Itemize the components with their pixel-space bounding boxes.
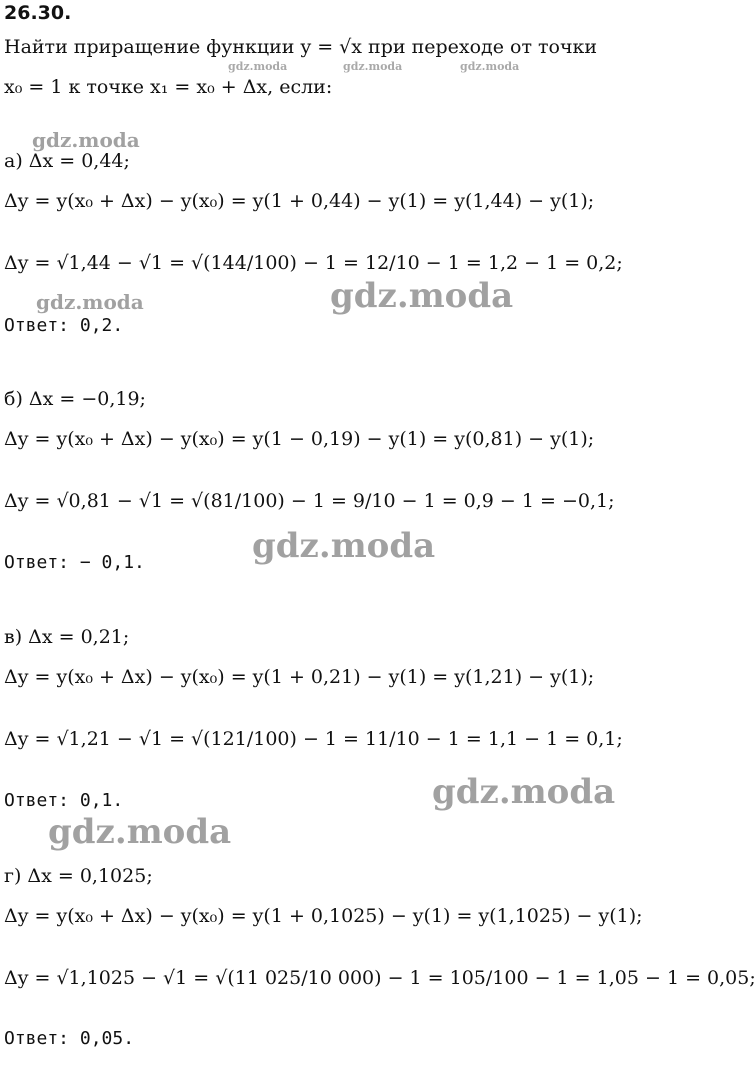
part-b-answer: Ответ: − 0,1. [4, 552, 145, 573]
problem-number: 26.30. [4, 2, 72, 24]
watermark: gdz.moda [432, 772, 616, 812]
part-c-line2: Δy = √1,21 − √1 = √(121/100) − 1 = 11/10 − 1 = 1,1 − 1 = 0,1; [4, 728, 623, 750]
part-a-answer: Ответ: 0,2. [4, 315, 124, 336]
part-c-line1: Δy = y(x₀ + Δx) − y(x₀) = y(1 + 0,21) − y(1) = y(1,21) − y(1); [4, 666, 595, 688]
part-a-line2: Δy = √1,44 − √1 = √(144/100) − 1 = 12/10 − 1 = 1,2 − 1 = 0,2; [4, 252, 623, 274]
watermark: gdz.moda [330, 276, 514, 316]
watermark: gdz.moda [252, 526, 436, 566]
watermark: gdz.moda [48, 812, 232, 852]
watermark: gdz.moda [228, 60, 288, 73]
watermark: gdz.moda [36, 290, 144, 314]
watermark: gdz.moda [343, 60, 403, 73]
problem-statement-line2: x₀ = 1 к точке x₁ = x₀ + Δx, если: [4, 76, 333, 98]
part-b-label: б) Δx = −0,19; [4, 388, 146, 410]
part-d-line2: Δy = √1,1025 − √1 = √(11 025/10 000) − 1 = 105/100 − 1 = 1,05 − 1 = 0,05; [4, 967, 756, 989]
part-c-label: в) Δx = 0,21; [4, 626, 130, 648]
part-d-label: г) Δx = 0,1025; [4, 865, 153, 887]
watermark: gdz.moda [460, 60, 520, 73]
watermark: gdz.moda [32, 128, 140, 152]
part-d-line1: Δy = y(x₀ + Δx) − y(x₀) = y(1 + 0,1025) − y(1) = y(1,1025) − y(1); [4, 905, 643, 927]
part-a-line1: Δy = y(x₀ + Δx) − y(x₀) = y(1 + 0,44) − y(1) = y(1,44) − y(1); [4, 190, 595, 212]
problem-statement-line1: Найти приращение функции y = √x при переходе от точки [4, 36, 598, 58]
part-a-label: а) Δx = 0,44; [4, 150, 130, 172]
part-d-answer: Ответ: 0,05. [4, 1028, 135, 1049]
part-b-line2: Δy = √0,81 − √1 = √(81/100) − 1 = 9/10 − 1 = 0,9 − 1 = −0,1; [4, 490, 615, 512]
part-c-answer: Ответ: 0,1. [4, 790, 124, 811]
part-b-line1: Δy = y(x₀ + Δx) − y(x₀) = y(1 − 0,19) − y(1) = y(0,81) − y(1); [4, 428, 595, 450]
